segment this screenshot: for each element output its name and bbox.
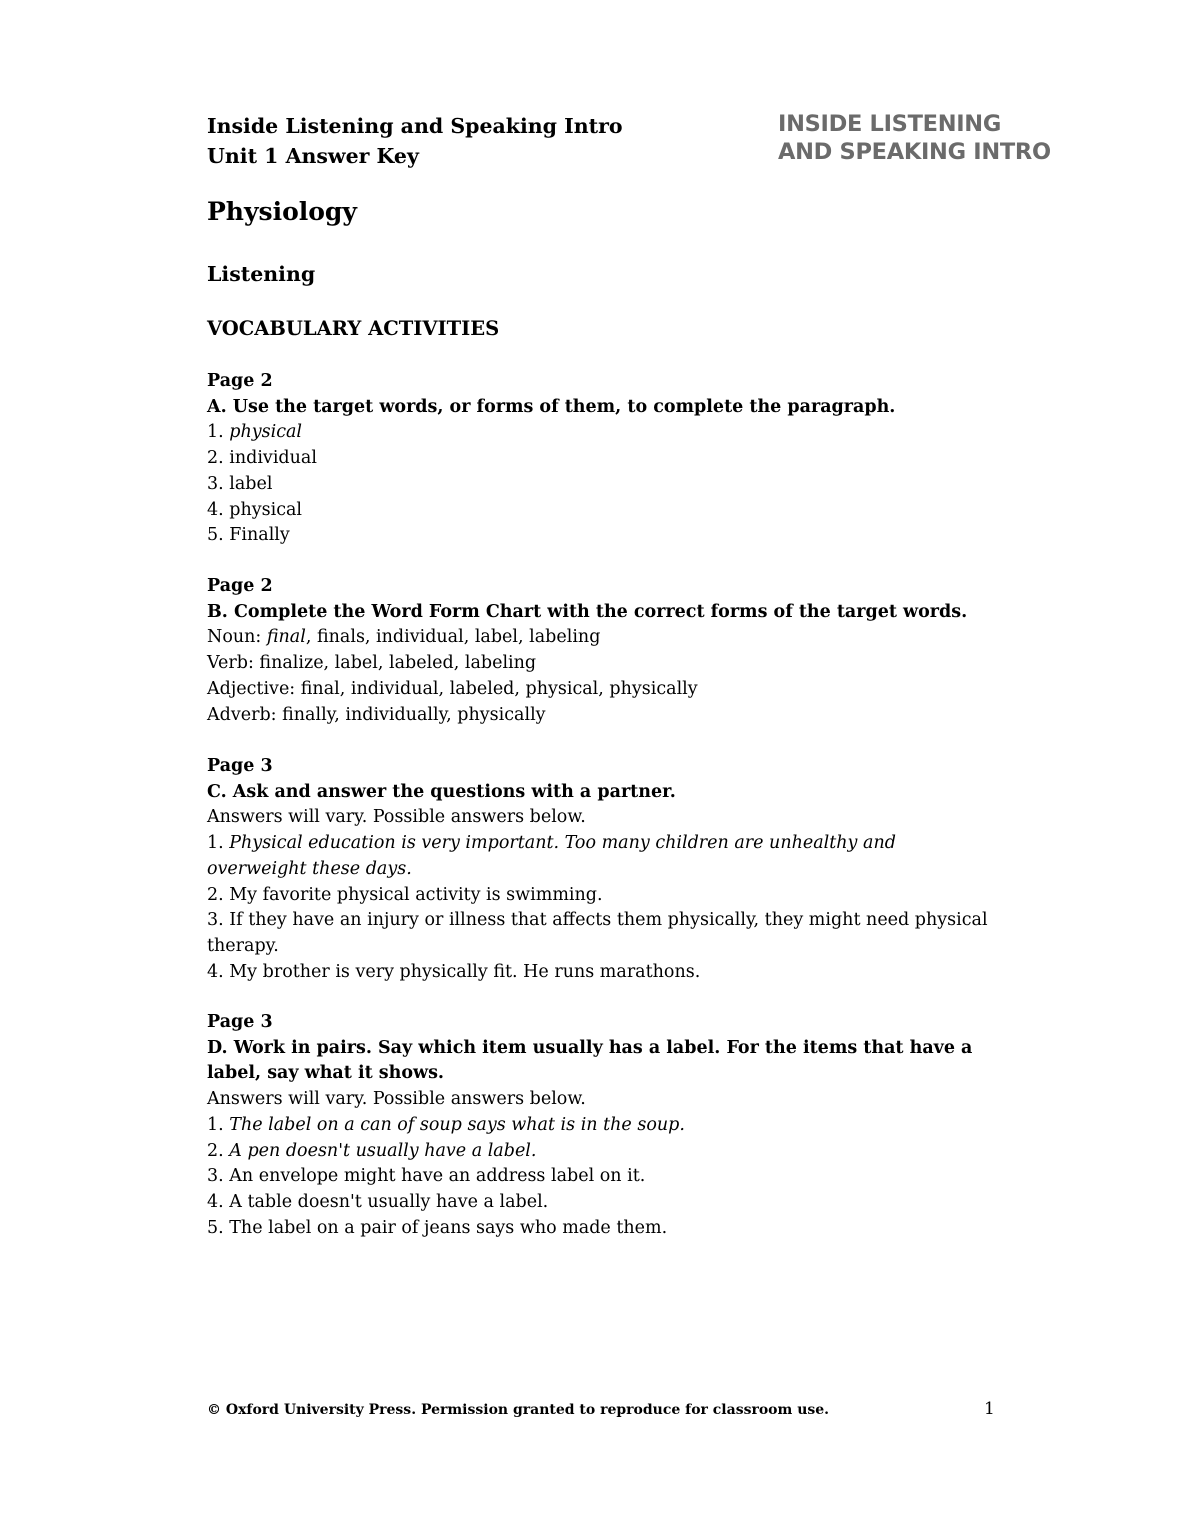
adjective-forms: Adjective: final, individual, labeled, physical, physically (207, 678, 698, 699)
topic-title: Physiology (207, 197, 357, 226)
answer-item: 3. If they have an injury or illness that affects them physically, they might need physical therapy. (207, 910, 988, 956)
answer-text: The label on a can of soup says what is in the soup. (229, 1114, 685, 1135)
answer-text: label (229, 473, 273, 494)
answer-text: Finally (229, 525, 290, 546)
page-number: 1 (984, 1399, 995, 1419)
answer-number: 1. (207, 422, 230, 443)
copyright-notice: © Oxford University Press. Permission granted to reproduce for classroom use. (207, 1402, 830, 1418)
answer-number: 3. (207, 473, 230, 494)
answer-item: 3. An envelope might have an address label on it. (207, 1166, 646, 1187)
book-title: Inside Listening and Speaking Intro (207, 114, 623, 138)
activity-instruction: C. Ask and answer the questions with a partner. (207, 781, 676, 802)
answer-item: 4. My brother is very physically fit. He runs marathons. (207, 961, 701, 982)
document-header (207, 111, 623, 171)
activity-a (207, 369, 997, 549)
answers-note: Answers will vary. Possible answers below. (207, 1089, 586, 1110)
answer-text: individual (229, 448, 317, 469)
activity-c (207, 754, 997, 985)
page-reference: Page 2 (207, 576, 273, 596)
answer-item (207, 1113, 997, 1139)
noun-forms (207, 625, 997, 651)
adverb-forms: Adverb: finally, individually, physically (207, 704, 546, 725)
answer-item (207, 831, 997, 882)
answer-item: 5. The label on a pair of jeans says who made them. (207, 1217, 668, 1238)
activity-d (207, 1010, 997, 1241)
answer-item (207, 446, 997, 472)
answer-number: 4. (207, 499, 230, 520)
answer-text: A pen doesn't usually have a label. (229, 1140, 537, 1161)
answer-number: 2. (207, 448, 230, 469)
page-reference: Page 2 (207, 371, 273, 391)
answer-text: physical (229, 499, 303, 520)
noun-forms-list: , finals, individual, label, labeling (305, 627, 601, 648)
answer-text: physical (229, 422, 303, 443)
page-reference: Page 3 (207, 1012, 273, 1032)
answer-number: 5. (207, 525, 230, 546)
noun-example: final (266, 627, 306, 648)
answer-item (207, 420, 997, 446)
answer-item (207, 498, 997, 524)
answer-number: 2. (207, 1140, 230, 1161)
activity-instruction: A. Use the target words, or forms of them, to complete the paragraph. (207, 396, 896, 417)
answer-number: 1. (207, 1114, 230, 1135)
activities-heading: VOCABULARY ACTIVITIES (207, 317, 500, 340)
activity-instruction: B. Complete the Word Form Chart with the correct forms of the target words. (207, 601, 968, 622)
page-reference: Page 3 (207, 756, 273, 776)
answer-item (207, 1139, 997, 1165)
unit-title: Unit 1 Answer Key (207, 144, 419, 168)
section-title: Listening (207, 262, 316, 286)
activity-instruction: D. Work in pairs. Say which item usually has a label. For the items that have a label, say what it shows. (207, 1037, 973, 1084)
logo-line-2: AND SPEAKING INTRO (778, 139, 1051, 165)
activity-b (207, 574, 997, 728)
answer-item (207, 472, 997, 498)
answer-item: 2. My favorite physical activity is swimming. (207, 884, 603, 905)
answer-item: 4. A table doesn't usually have a label. (207, 1191, 549, 1212)
answer-number: 1. (207, 833, 230, 854)
logo-line-1: INSIDE LISTENING (778, 111, 1001, 137)
answers-note: Answers will vary. Possible answers below. (207, 807, 586, 828)
verb-forms: Verb: finalize, label, labeled, labeling (207, 653, 537, 674)
noun-label: Noun: (207, 627, 267, 648)
answer-text: Physical education is very important. Too many children are unhealthy and overweight these days. (207, 833, 896, 879)
book-logo (778, 110, 1051, 166)
answer-item (207, 523, 997, 549)
